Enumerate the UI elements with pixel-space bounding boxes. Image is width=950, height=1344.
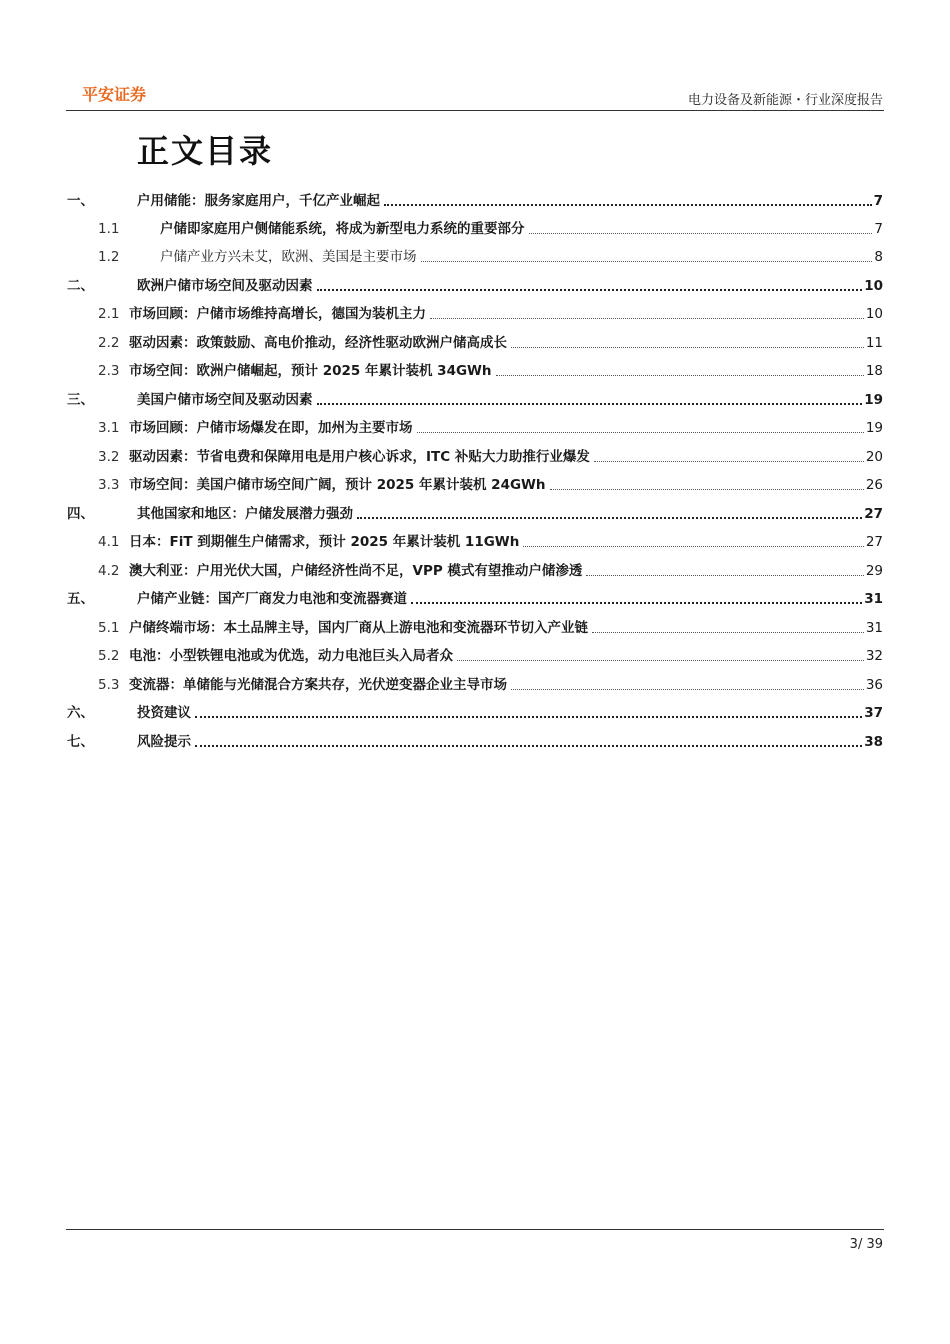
toc-label: 欧洲户储市场空间及驱动因素	[137, 278, 313, 294]
toc-page: 7	[874, 221, 883, 237]
toc-label: 日本：FiT 到期催生户储需求，预计 2025 年累计装机 11GWh	[129, 534, 520, 550]
header-rule	[66, 110, 884, 111]
toc-number: 七、	[67, 734, 94, 750]
toc-number: 二、	[67, 278, 94, 294]
toc-page: 10	[864, 278, 883, 294]
toc-leader	[550, 489, 864, 490]
toc-leader	[411, 602, 862, 604]
toc-leader	[511, 347, 864, 348]
toc-page: 10	[865, 306, 883, 322]
toc-entry-6[interactable]	[67, 698, 883, 722]
toc-number: 2.3	[98, 363, 120, 379]
toc-page: 7	[873, 193, 883, 209]
toc-number: 四、	[67, 506, 94, 522]
toc-page: 29	[865, 563, 883, 579]
toc-leader	[195, 745, 862, 747]
toc-entry-1[interactable]	[67, 186, 883, 210]
toc-number: 3.2	[98, 449, 120, 465]
toc-entry-5-2[interactable]	[67, 641, 883, 665]
toc-label: 户储产业方兴未艾，欧洲、美国是主要市场	[160, 249, 417, 265]
toc-page: 19	[864, 392, 883, 408]
toc-entry-4-2[interactable]	[67, 556, 883, 580]
toc-number: 一、	[67, 193, 94, 209]
toc-leader	[384, 204, 872, 206]
toc-page: 11	[865, 335, 883, 351]
toc-page: 26	[865, 477, 883, 493]
logo: 平安证券	[82, 85, 147, 104]
toc-page: 31	[864, 591, 883, 607]
toc-entry-3-1[interactable]	[67, 413, 883, 437]
toc-number: 3.3	[98, 477, 120, 493]
toc-label: 澳大利亚：户用光伏大国，户储经济性尚不足，VPP 模式有望推动户储渗透	[129, 563, 583, 579]
toc-entry-3-2[interactable]	[67, 442, 883, 466]
toc-number: 4.2	[98, 563, 120, 579]
toc-entry-3-3[interactable]	[67, 470, 883, 494]
toc-entry-7[interactable]	[67, 727, 883, 751]
toc-page: 18	[865, 363, 883, 379]
toc-entry-1-2[interactable]	[67, 242, 883, 266]
toc-label: 户储产业链：国产厂商发力电池和变流器赛道	[137, 591, 407, 607]
toc-label: 户储即家庭用户侧储能系统，将成为新型电力系统的重要部分	[160, 221, 525, 237]
toc-page: 27	[865, 534, 883, 550]
toc-label: 美国户储市场空间及驱动因素	[137, 392, 313, 408]
toc-leader	[511, 689, 864, 690]
toc-leader	[317, 403, 863, 405]
toc-number: 3.1	[98, 420, 120, 436]
toc-page: 38	[864, 734, 883, 750]
toc-label: 户用储能：服务家庭用户，千亿产业崛起	[137, 193, 380, 209]
toc-label: 其他国家和地区：户储发展潜力强劲	[137, 506, 353, 522]
toc-number: 5.1	[98, 620, 120, 636]
toc-label: 风险提示	[137, 734, 191, 750]
toc-number: 4.1	[98, 534, 120, 550]
toc-number: 2.1	[98, 306, 120, 322]
toc-entry-2-1[interactable]	[67, 299, 883, 323]
toc-leader	[586, 575, 863, 576]
toc-label: 驱动因素：节省电费和保障用电是用户核心诉求，ITC 补贴大力助推行业爆发	[129, 449, 590, 465]
toc-leader	[417, 432, 864, 433]
page-number: 3/ 39	[849, 1237, 883, 1252]
toc-page: 32	[865, 648, 883, 664]
toc-leader	[195, 716, 862, 718]
toc-entry-2-2[interactable]	[67, 328, 883, 352]
toc-page: 37	[864, 705, 883, 721]
toc-number: 2.2	[98, 335, 120, 351]
page-title: 正文目录	[137, 132, 274, 170]
toc-label: 户储终端市场：本土品牌主导，国内厂商从上游电池和变流器环节切入产业链	[129, 620, 588, 636]
toc-label: 驱动因素：政策鼓励、高电价推动，经济性驱动欧洲户储高成长	[129, 335, 507, 351]
toc-leader	[529, 233, 873, 234]
toc-entry-4[interactable]	[67, 499, 883, 523]
toc-entry-1-1[interactable]	[67, 214, 883, 238]
toc-page: 36	[865, 677, 883, 693]
toc-entry-5-1[interactable]	[67, 613, 883, 637]
toc-leader	[430, 318, 864, 319]
toc-number: 1.2	[98, 249, 120, 265]
toc-page: 31	[865, 620, 883, 636]
toc-number: 五、	[67, 591, 94, 607]
toc-number: 六、	[67, 705, 94, 721]
toc-label: 市场回顾：户储市场爆发在即，加州为主要市场	[129, 420, 413, 436]
toc-leader	[357, 517, 862, 519]
toc-leader	[496, 375, 864, 376]
toc-leader	[523, 546, 864, 547]
toc-number: 三、	[67, 392, 94, 408]
footer-rule	[66, 1229, 884, 1230]
toc-entry-3[interactable]	[67, 385, 883, 409]
toc-page: 19	[865, 420, 883, 436]
toc-page: 20	[865, 449, 883, 465]
toc-leader	[457, 660, 864, 661]
toc-number: 1.1	[98, 221, 120, 237]
toc-leader	[592, 632, 864, 633]
toc-label: 市场回顾：户储市场维持高增长，德国为装机主力	[129, 306, 426, 322]
toc-label: 变流器：单储能与光储混合方案共存，光伏逆变器企业主导市场	[129, 677, 507, 693]
toc-label: 投资建议	[137, 705, 191, 721]
toc-label: 电池：小型铁锂电池或为优选，动力电池巨头入局者众	[129, 648, 453, 664]
toc-entry-2[interactable]	[67, 271, 883, 295]
toc-entry-5-3[interactable]	[67, 670, 883, 694]
toc-entry-2-3[interactable]	[67, 356, 883, 380]
toc-page: 27	[864, 506, 883, 522]
toc-page: 8	[874, 249, 883, 265]
toc-leader	[421, 261, 873, 262]
header-title: 电力设备及新能源・行业深度报告	[687, 93, 883, 108]
toc-label: 市场空间：欧洲户储崛起，预计 2025 年累计装机 34GWh	[129, 363, 492, 379]
toc-leader	[317, 289, 863, 291]
toc-entry-4-1[interactable]	[67, 527, 883, 551]
toc-number: 5.2	[98, 648, 120, 664]
toc-leader	[594, 461, 864, 462]
toc-entry-5[interactable]	[67, 584, 883, 608]
toc-label: 市场空间：美国户储市场空间广阔，预计 2025 年累计装机 24GWh	[129, 477, 546, 493]
toc-number: 5.3	[98, 677, 120, 693]
